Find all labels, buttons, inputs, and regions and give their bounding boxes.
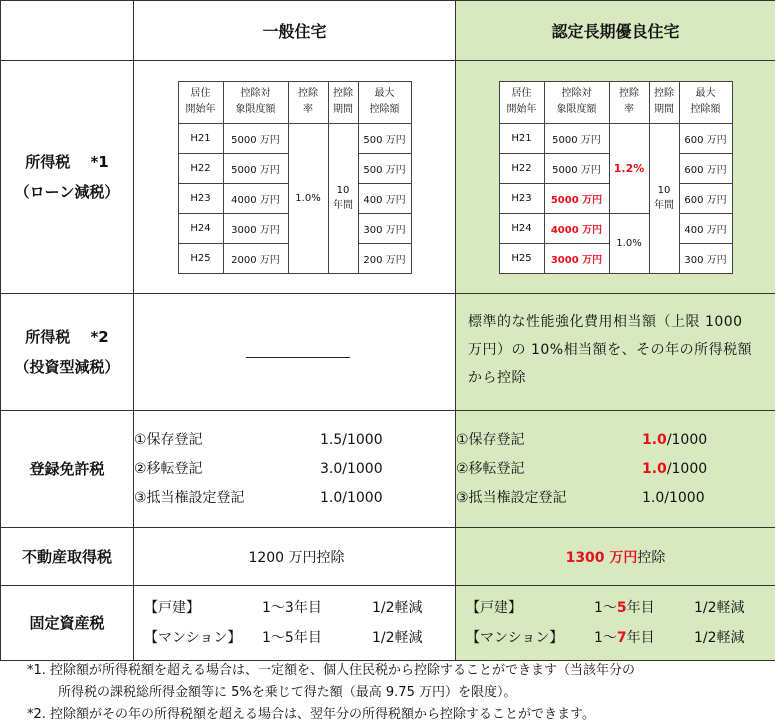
invest-general-cell [134, 294, 456, 411]
property-certified-cell: 【戸建】 1～5年目 1/2軽減 【マンション】 1～7年目 1/2軽減 [456, 586, 775, 661]
limit-cell: 5000 万円 [223, 123, 288, 153]
label-income-loan: 所得税 *1 （ローン減税） [1, 61, 134, 294]
registration-certified-cell: ①保存登記 1.0 /1000 ②移転登記 1.0 /1000 ③抵当権設定登記 1.0 /1000 [456, 411, 775, 528]
acquisition-certified: 1300 万円控除 [456, 528, 775, 586]
footnotes [0, 660, 775, 726]
loan-table-certified: 居住 開始年 控除対 象限度額 控除 率 控除 期間 最大 控除額 H21 5000 万円 1.2% 10 年間 600 万円 H22 5000 万円 600 万円 H23 5000 万円 600 万円 H24 4000 万円 1.0% 400 万円 H25 3000 万円 300 万円 [499, 81, 733, 274]
property-general-cell: 【戸建】 1～3年目 1/2軽減 【マンション】 1～5年目 1/2軽減 [134, 586, 456, 661]
max-cell: 500 万円 [358, 123, 411, 153]
loan-table-general: 居住 開始年 控除対 象限度額 控除 率 控除 期間 最大 控除額 H21 5000 万円 1.0% 10 年間 500 万円 H22 5000 万円 500 万円 H23 4000 万円 400 万円 H24 3000 万円 300 万円 H25 2000 万円 200 万円 [178, 81, 412, 274]
label-registration: 登録免許税 [1, 411, 134, 528]
footnote-1-line2: 所得税の課税総所得金額等に 5%を乗じて得た額（最高 9.75 万円）を限度）。 [58, 685, 517, 700]
rate-high-cell: 1.2% [609, 123, 649, 213]
period-cell: 10 年間 [328, 123, 358, 273]
period-cell: 10 年間 [649, 123, 679, 273]
rate-low-cell: 1.0% [609, 213, 649, 273]
header-certified: 認定長期優良住宅 [456, 1, 775, 61]
label-income-invest: 所得税 *2 （投資型減税） [1, 294, 134, 411]
footnote-1-line1: *1. 控除額が所得税額を超える場合は、一定額を、個人住民税から控除することができます（当該年分の [27, 663, 636, 678]
registration-general-cell: ①保存登記 1.5/1000 ②移転登記 3.0/1000 ③抵当権設定登記 1.0/1000 [134, 411, 456, 528]
corner-cell [1, 1, 134, 61]
label-property: 固定資産税 [1, 586, 134, 661]
rate-cell: 1.0% [288, 123, 328, 273]
loan-certified-cell [456, 61, 775, 294]
loan-general-cell [134, 61, 456, 294]
year-cell: H21 [178, 123, 223, 153]
not-applicable-dash [246, 357, 350, 358]
invest-certified-cell [456, 294, 775, 411]
invest-certified-text: 標準的な性能強化費用相当額（上限 1000 万円）の 10%相当額を、その年の所得税額から控除 [468, 314, 753, 386]
footnote-2: *2. 控除額がその年の所得税額を超える場合は、翌年分の所得税額から控除することができます。 [27, 707, 595, 722]
label-acquisition: 不動産取得税 [1, 528, 134, 586]
header-general: 一般住宅 [134, 1, 456, 61]
acquisition-general: 1200 万円控除 [134, 528, 456, 586]
